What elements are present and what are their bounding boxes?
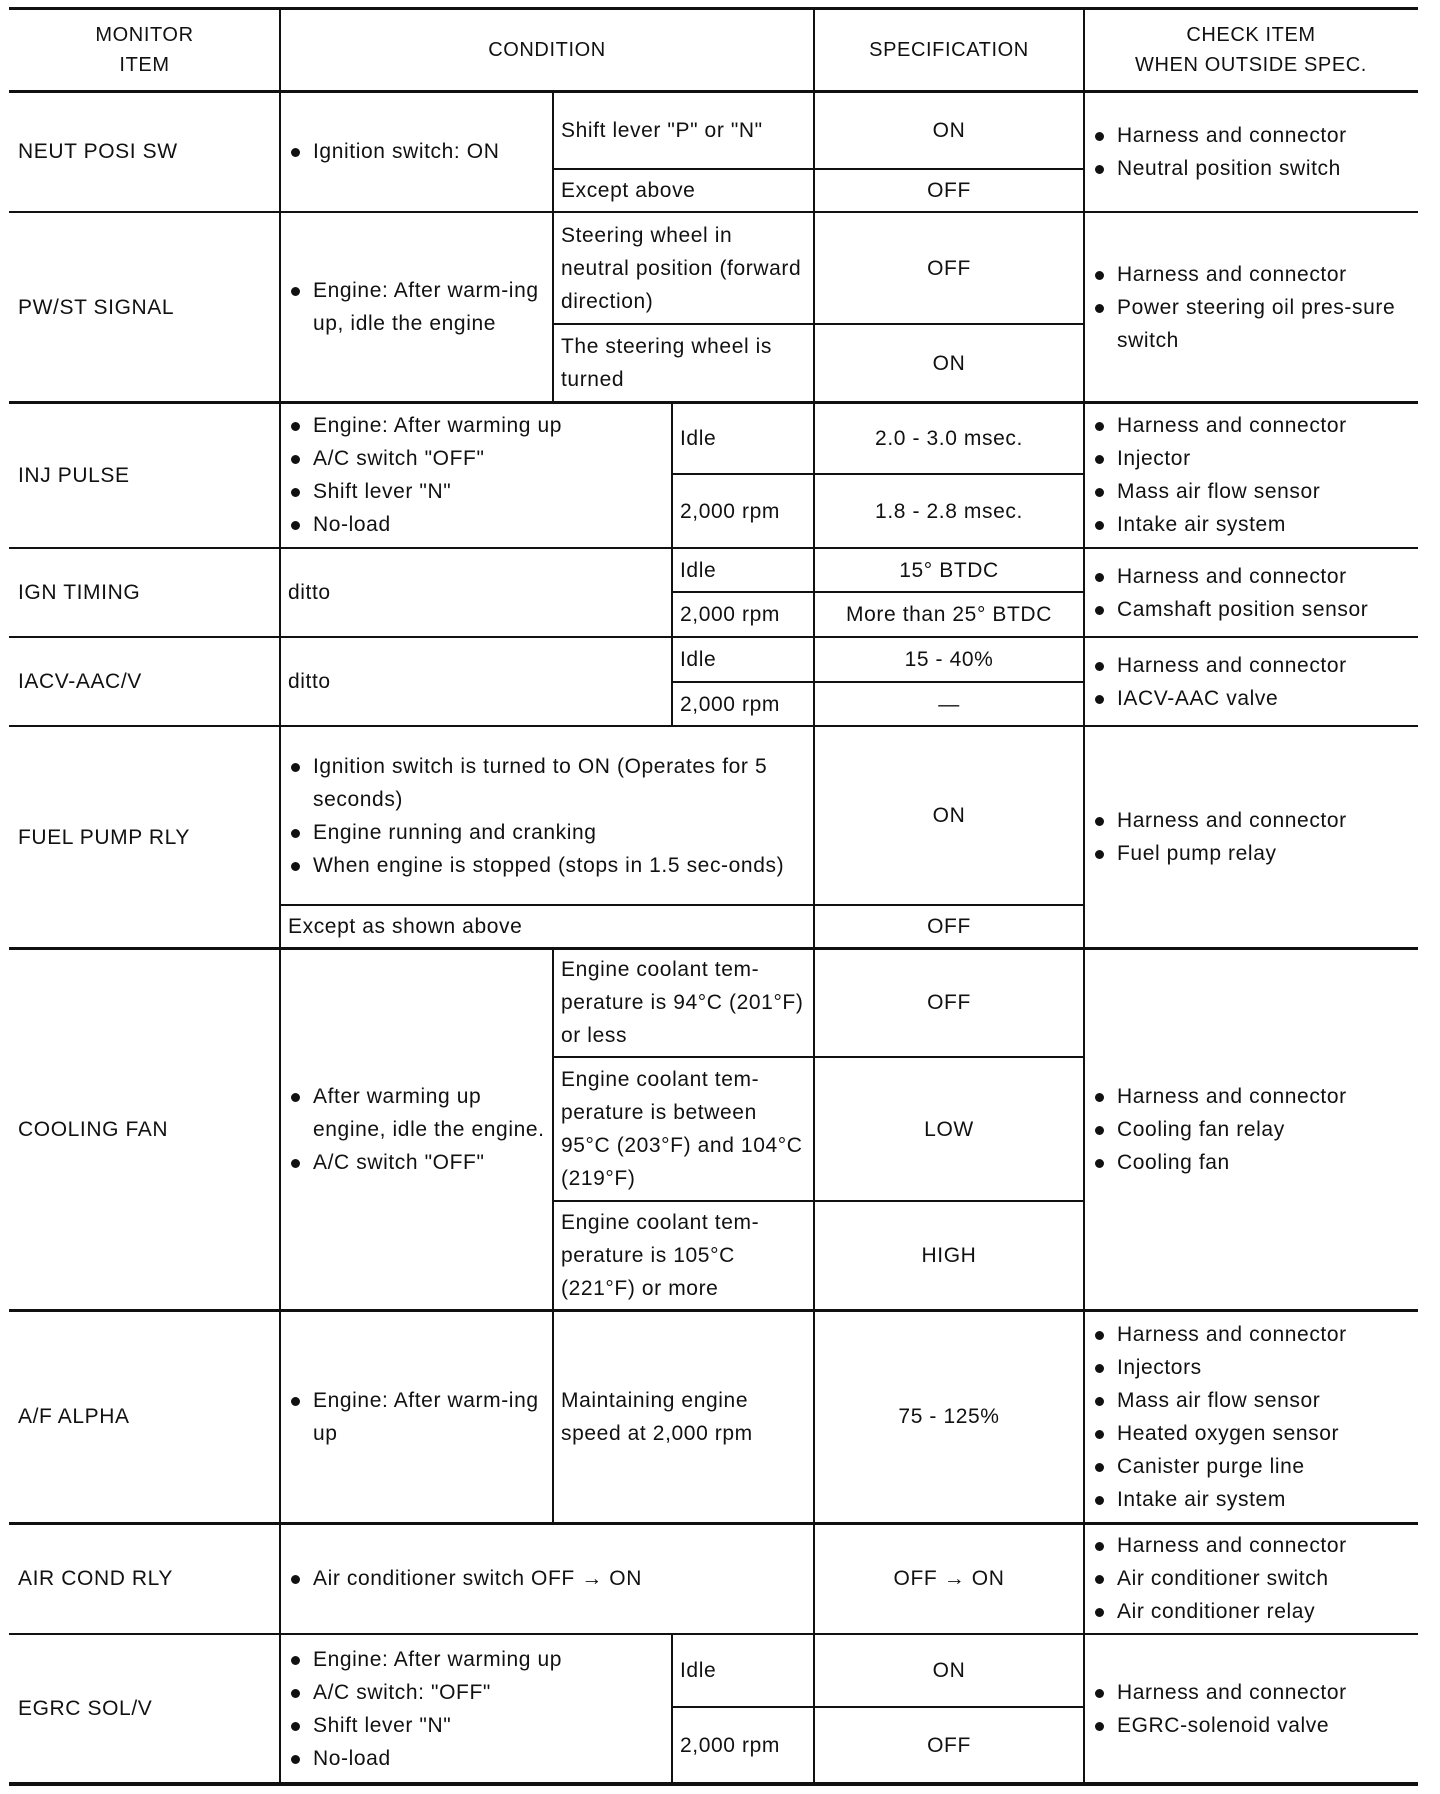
specification-cell (814, 726, 1084, 905)
bullet-item: A/C switch "OFF" (288, 442, 562, 475)
bullet-item: Cooling fan relay (1092, 1113, 1347, 1146)
condition-list (288, 135, 499, 168)
header-text: CONDITION (488, 38, 606, 61)
bullet-item: Harness and connector (1092, 258, 1410, 291)
bullet-item: Harness and connector (1092, 1676, 1347, 1709)
bullet-item: Injectors (1092, 1351, 1347, 1384)
monitor-item-cell (9, 948, 280, 1310)
column-divider (813, 212, 815, 402)
sub-condition-cell (672, 548, 814, 592)
bullet-item: Mass air flow sensor (1092, 1384, 1347, 1417)
sub-condition-cell (553, 91, 814, 169)
specification-value: LOW (924, 1117, 974, 1141)
sub-condition-text: Engine coolant tem-perature is 94°C (201°F) or less (561, 958, 804, 1047)
condition-list (288, 1643, 562, 1775)
column-divider (1083, 1310, 1085, 1523)
specification-cell (814, 682, 1084, 726)
bullet-item: Engine running and cranking (288, 816, 806, 849)
row-divider (553, 323, 1084, 325)
monitor-item-name: AIR COND RLY (18, 1567, 173, 1590)
bullet-item: Fuel pump relay (1092, 837, 1347, 870)
specification-cell (814, 1057, 1084, 1201)
column-divider (1083, 91, 1085, 212)
sub-condition-cell (553, 212, 814, 324)
bullet-item: Engine: After warm-ing up, idle the engine (288, 274, 545, 340)
bullet-item: Ignition switch is turned to ON (Operates for 5 seconds) (288, 750, 806, 816)
sub-condition-text: Idle (680, 558, 717, 582)
check-item-list (1092, 119, 1347, 185)
row-divider (672, 681, 1084, 683)
condition-list (288, 409, 562, 541)
sub-condition-text: Maintaining engine speed at 2,000 rpm (561, 1388, 753, 1445)
sub-condition-cell (553, 1310, 814, 1523)
check-item-cell (1084, 726, 1418, 948)
monitor-item-cell (9, 91, 280, 212)
specification-cell (814, 905, 1084, 948)
specification-cell (814, 324, 1084, 402)
sub-condition-text: Except as shown above (288, 915, 523, 938)
bullet-item: Heated oxygen sensor (1092, 1417, 1347, 1450)
row-divider (672, 473, 1084, 475)
monitor-item-cell (9, 726, 280, 948)
specification-cell (814, 474, 1084, 548)
row-divider (672, 591, 1084, 593)
column-divider (279, 212, 281, 402)
bullet-item: Ignition switch: ON (288, 135, 499, 168)
sub-condition-list (288, 750, 806, 882)
bullet-item: Intake air system (1092, 508, 1347, 541)
specification-value: 15° BTDC (899, 558, 999, 582)
bullet-item: When engine is stopped (stops in 1.5 sec-onds) (288, 849, 806, 882)
monitor-item-name: FUEL PUMP RLY (18, 825, 190, 849)
check-item-cell (1084, 91, 1418, 212)
sub-condition-cell (672, 1634, 814, 1707)
condition-cell (280, 1634, 672, 1783)
bullet-item: Harness and connector (1092, 804, 1347, 837)
column-divider (1083, 948, 1085, 1310)
column-divider (813, 402, 815, 548)
specification-value: 75 - 125% (898, 1405, 1000, 1428)
specification-value: ON (932, 118, 966, 142)
column-divider (813, 726, 815, 948)
monitor-item-cell (9, 1310, 280, 1523)
column-divider (552, 212, 554, 402)
specification-value: OFF (927, 256, 971, 280)
check-item-cell (1084, 1523, 1418, 1634)
bullet-item: A/C switch: "OFF" (288, 1676, 562, 1709)
column-divider (813, 91, 815, 212)
column-divider (552, 1310, 554, 1523)
monitor-item-name: A/F ALPHA (18, 1405, 130, 1428)
monitor-item-cell (9, 1523, 280, 1634)
column-divider (671, 402, 673, 548)
column-divider (279, 726, 281, 948)
check-item-list (1092, 560, 1368, 626)
header-text: WHEN OUTSIDE SPEC. (1135, 53, 1367, 76)
monitor-item-name: EGRC SOL/V (18, 1697, 153, 1720)
header-text: MONITOR (95, 23, 194, 46)
specification-value: ON (932, 351, 966, 375)
row-divider (553, 168, 1084, 170)
bullet-item: Harness and connector (1092, 119, 1347, 152)
column-divider (813, 8, 815, 91)
check-item-cell (1084, 1634, 1418, 1783)
column-divider (1083, 548, 1085, 637)
specification-value: OFF (927, 1733, 971, 1757)
column-divider (552, 91, 554, 212)
check-item-list (1092, 1318, 1347, 1516)
column-divider (279, 8, 281, 91)
check-item-cell (1084, 637, 1418, 726)
monitor-item-name: PW/ST SIGNAL (18, 295, 175, 319)
bullet-item: Camshaft position sensor (1092, 593, 1368, 626)
sub-condition-text: Engine coolant tem-perature is between 95°C (203°F) and 104°C (219°F) (561, 1068, 803, 1190)
specification-cell (814, 1634, 1084, 1707)
column-divider (671, 637, 673, 726)
header-check-item (1084, 8, 1418, 91)
check-item-list (1092, 1080, 1347, 1179)
bullet-item: Air conditioner switch OFF → ON (288, 1562, 642, 1595)
sub-condition-cell (553, 1201, 814, 1310)
bullet-item: No-load (288, 1742, 562, 1775)
bullet-item: Harness and connector (1092, 409, 1347, 442)
column-divider (552, 948, 554, 1310)
header-specification (814, 8, 1084, 91)
check-item-list (1092, 804, 1347, 870)
bullet-item: Harness and connector (1092, 560, 1368, 593)
condition-list (288, 1080, 545, 1179)
condition-cell (280, 948, 553, 1310)
bullet-item: Harness and connector (1092, 1529, 1347, 1562)
monitor-item-name: INJ PULSE (18, 463, 130, 487)
specification-value: ON (932, 1659, 966, 1682)
check-item-cell (1084, 1310, 1418, 1523)
monitor-item-cell (9, 402, 280, 548)
specification-cell (814, 169, 1084, 212)
bullet-item: Harness and connector (1092, 649, 1347, 682)
check-item-list (1092, 1529, 1347, 1628)
specification-value: 1.8 - 2.8 msec. (875, 499, 1023, 523)
specification-cell (814, 592, 1084, 637)
column-divider (1083, 637, 1085, 726)
row-divider (9, 1783, 1418, 1786)
condition-list (288, 1562, 642, 1595)
bullet-item: After warming up engine, idle the engine. (288, 1080, 545, 1146)
header-monitor-item (9, 8, 280, 91)
specification-value: — (938, 692, 960, 716)
column-divider (279, 402, 281, 548)
specification-value: ON (932, 804, 966, 827)
specification-cell (814, 212, 1084, 324)
row-divider (280, 904, 1084, 906)
condition-list (288, 274, 545, 340)
specification-cell (814, 1201, 1084, 1310)
sub-condition-cell (553, 324, 814, 402)
column-divider (279, 948, 281, 1310)
specification-value: OFF (927, 991, 971, 1014)
sub-condition-cell (672, 474, 814, 548)
bullet-item: Intake air system (1092, 1483, 1347, 1516)
column-divider (1083, 1634, 1085, 1783)
sub-condition-cell (553, 169, 814, 212)
bullet-item: Air conditioner relay (1092, 1595, 1347, 1628)
check-item-cell (1084, 548, 1418, 637)
check-item-list (1092, 258, 1410, 357)
condition-text: ditto (288, 581, 331, 604)
specification-value: More than 25° BTDC (846, 603, 1052, 626)
column-divider (671, 1634, 673, 1783)
monitor-item-name: COOLING FAN (18, 1117, 169, 1141)
header-text: ITEM (119, 53, 170, 76)
check-item-list (1092, 1676, 1347, 1742)
sub-condition-cell (553, 1057, 814, 1201)
bullet-item: Harness and connector (1092, 1080, 1347, 1113)
column-divider (813, 637, 815, 726)
specification-value: 15 - 40% (904, 648, 994, 671)
sub-condition-text: Steering wheel in neutral position (forward direction) (561, 223, 802, 313)
column-divider (1083, 8, 1085, 91)
sub-condition-text: 2,000 rpm (680, 1733, 780, 1757)
specification-cell (814, 1707, 1084, 1783)
specification-cell (814, 637, 1084, 682)
bullet-item: Engine: After warm-ing up (288, 1384, 545, 1450)
sub-condition-cell (672, 682, 814, 726)
header-text: CHECK ITEM (1186, 23, 1316, 46)
specification-value: OFF (927, 915, 971, 938)
monitor-item-cell (9, 637, 280, 726)
check-item-list (1092, 649, 1347, 715)
check-item-cell (1084, 402, 1418, 548)
column-divider (1083, 726, 1085, 948)
column-divider (1083, 402, 1085, 548)
column-divider (279, 1523, 281, 1634)
column-divider (671, 548, 673, 637)
column-divider (279, 548, 281, 637)
column-divider (279, 637, 281, 726)
column-divider (813, 948, 815, 1310)
column-divider (813, 1523, 815, 1634)
bullet-item: Engine: After warming up (288, 1643, 562, 1676)
column-divider (1083, 212, 1085, 402)
condition-cell (280, 1310, 553, 1523)
specification-cell (814, 91, 1084, 169)
sub-condition-text: Idle (680, 426, 717, 450)
bullet-item: Air conditioner switch (1092, 1562, 1347, 1595)
sub-condition-text: 2,000 rpm (680, 692, 780, 716)
specification-cell (814, 1523, 1084, 1634)
monitor-item-cell (9, 548, 280, 637)
sub-condition-text: Shift lever "P" or "N" (561, 118, 763, 142)
column-divider (813, 1634, 815, 1783)
row-divider (553, 1200, 1084, 1202)
sub-condition-text: The steering wheel is turned (561, 335, 773, 391)
sub-condition-cell (553, 948, 814, 1057)
bullet-item: IACV-AAC valve (1092, 682, 1347, 715)
bullet-item: Power steering oil pres-sure switch (1092, 291, 1410, 357)
specification-value: HIGH (921, 1244, 977, 1267)
row-divider (553, 1056, 1084, 1058)
column-divider (279, 1310, 281, 1523)
bullet-item: Canister purge line (1092, 1450, 1347, 1483)
condition-cell (280, 548, 672, 637)
check-item-list (1092, 409, 1347, 541)
row-divider (672, 1706, 1084, 1708)
monitor-item-name: IGN TIMING (18, 581, 141, 604)
sub-condition-cell (280, 905, 814, 948)
bullet-item: A/C switch "OFF" (288, 1146, 545, 1179)
check-item-cell (1084, 948, 1418, 1310)
monitor-item-cell (9, 212, 280, 402)
sub-condition-text: Idle (680, 648, 717, 671)
sub-condition-cell (672, 637, 814, 682)
specification-value: 2.0 - 3.0 msec. (875, 426, 1023, 450)
sub-condition-cell (672, 402, 814, 474)
monitor-item-name: IACV-AAC/V (18, 670, 142, 693)
bullet-item: Engine: After warming up (288, 409, 562, 442)
sub-condition-text: 2,000 rpm (680, 499, 780, 523)
check-item-cell (1084, 212, 1418, 402)
specification-value: OFF (927, 179, 971, 202)
sub-condition-cell (280, 726, 814, 905)
column-divider (1083, 1523, 1085, 1634)
bullet-item: Injector (1092, 442, 1347, 475)
sub-condition-text: Except above (561, 179, 696, 202)
condition-cell (280, 1523, 814, 1634)
sub-condition-cell (672, 1707, 814, 1783)
condition-list (288, 1384, 545, 1450)
condition-cell (280, 637, 672, 726)
bullet-item: Cooling fan (1092, 1146, 1347, 1179)
condition-cell (280, 212, 553, 402)
bullet-item: Mass air flow sensor (1092, 475, 1347, 508)
condition-cell (280, 91, 553, 212)
column-divider (813, 548, 815, 637)
bullet-item: Shift lever "N" (288, 1709, 562, 1742)
bullet-item: Shift lever "N" (288, 475, 562, 508)
column-divider (813, 1310, 815, 1523)
bullet-item: Neutral position switch (1092, 152, 1347, 185)
condition-text: ditto (288, 670, 331, 693)
monitor-item-name: NEUT POSI SW (18, 140, 178, 163)
header-text: SPECIFICATION (869, 38, 1029, 61)
sub-condition-cell (672, 592, 814, 637)
specification-cell (814, 1310, 1084, 1523)
bullet-item: Harness and connector (1092, 1318, 1347, 1351)
specification-cell (814, 948, 1084, 1057)
sub-condition-text: 2,000 rpm (680, 603, 780, 626)
bullet-item: EGRC-solenoid valve (1092, 1709, 1347, 1742)
specification-value: OFF → ON (893, 1567, 1005, 1590)
monitor-item-cell (9, 1634, 280, 1783)
sub-condition-text: Idle (680, 1659, 717, 1682)
specification-cell (814, 548, 1084, 592)
column-divider (279, 1634, 281, 1783)
sub-condition-text: Engine coolant tem-perature is 105°C (221°F) or more (561, 1211, 760, 1300)
bullet-item: No-load (288, 508, 562, 541)
header-condition (280, 8, 814, 91)
column-divider (279, 91, 281, 212)
condition-cell (280, 402, 672, 548)
specification-cell (814, 402, 1084, 474)
